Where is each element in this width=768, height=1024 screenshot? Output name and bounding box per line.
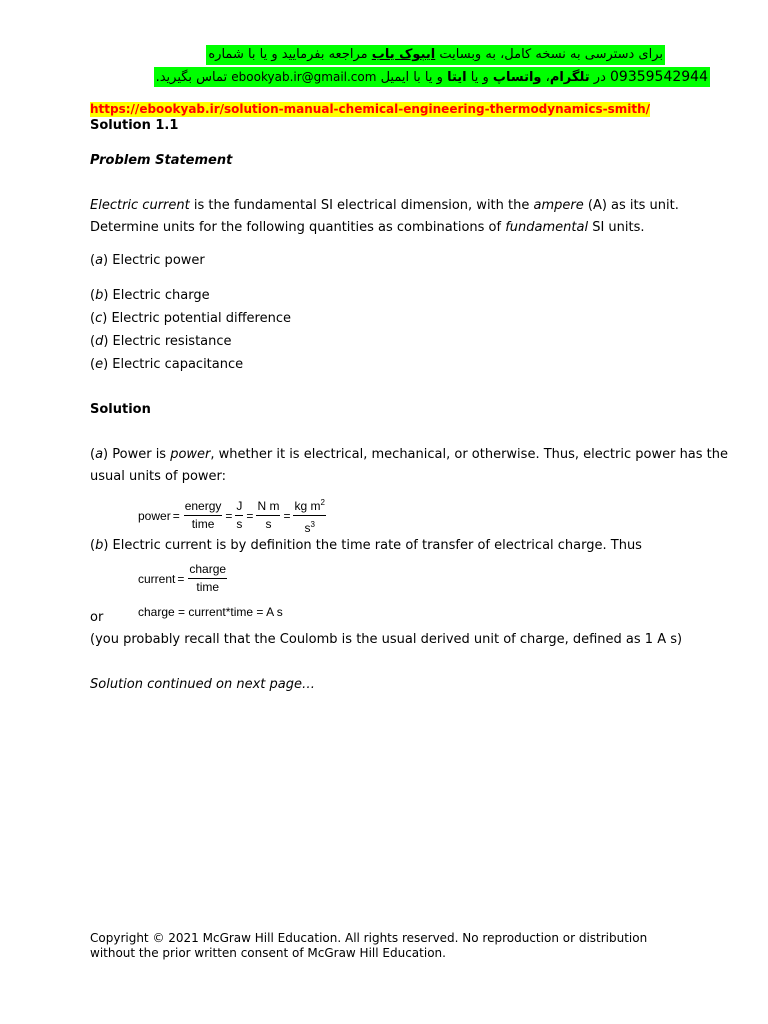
numerator: J [235, 499, 243, 516]
banner-whatsapp: واتساپ [492, 70, 542, 85]
item-letter: a [95, 447, 104, 462]
list-item: (a) Electric power [90, 253, 205, 268]
list-item: (e) Electric capacitance [90, 357, 244, 372]
term-electric-current: Electric current [90, 198, 190, 213]
part-a-text: , whether it is electrical, mechanical, or otherwise. Thus, electric power has the [210, 447, 729, 462]
item-text: Electric potential difference [107, 311, 291, 326]
denominator: s [265, 517, 272, 531]
banner-text: ، [545, 70, 550, 85]
item-letter: a [95, 253, 104, 268]
eq-lhs: power [138, 508, 171, 523]
item-letter: d [95, 334, 104, 349]
banner-phone: 09359542944 [610, 69, 708, 85]
banner-text: و یا [470, 70, 489, 85]
denominator: time [196, 580, 220, 594]
term-fundamental: fundamental [505, 220, 589, 235]
banner-line-2 [154, 67, 710, 87]
part-a-text: Power is [108, 447, 171, 462]
copyright-line: Copyright © 2021 McGraw Hill Education. All rights reserved. No reproduction or distribution [90, 931, 648, 945]
exponent: 3 [310, 520, 315, 529]
eq-sign: = [246, 508, 254, 523]
current-equation [138, 562, 229, 595]
numerator: N m [256, 499, 280, 516]
page-title: Solution 1.1 [90, 118, 179, 133]
banner-telegram: تلگرام [549, 70, 590, 85]
banner-email: ebookyab.ir@gmail.com [231, 70, 377, 84]
fraction [184, 499, 223, 532]
list-item: (c) Electric potential difference [90, 311, 291, 326]
fraction [235, 499, 243, 532]
fraction [293, 495, 325, 536]
part-b-text: (b) Electric current is by definition the time rate of transfer of electrical charge. Thus [90, 538, 642, 553]
eq-sign: = [225, 508, 233, 523]
banner-text: در [593, 70, 606, 85]
banner-text: برای دسترسی به نسخه کامل، به وبسایت [439, 47, 663, 62]
eq-lhs: current [138, 571, 176, 586]
statement-text: SI units. [588, 220, 645, 235]
eq-sign: = [172, 508, 180, 523]
denominator [304, 516, 314, 536]
list-item: (b) Electric charge [90, 288, 210, 303]
numerator: charge [188, 562, 227, 579]
statement-line-2 [90, 217, 714, 239]
item-text: Electric charge [108, 288, 210, 303]
eq-sign: = [283, 508, 291, 523]
term-ampere: ampere [533, 198, 584, 213]
item-letter: e [95, 357, 104, 372]
eq-sign: = [177, 571, 185, 586]
item-letter: b [95, 288, 104, 303]
copyright-line: without the prior written consent of McGraw Hill Education. [90, 946, 446, 960]
statement-text: Determine units for the following quantities as combinations of [90, 220, 506, 235]
denominator-text: s [304, 521, 311, 535]
banner-site-name[interactable]: ایبوک یاب [371, 47, 436, 62]
part-a-text [90, 444, 729, 488]
fraction [188, 562, 227, 595]
copyright-footer [90, 931, 730, 961]
power-equation [138, 495, 328, 536]
item-letter: b [95, 538, 104, 553]
solution-link[interactable]: https://ebookyab.ir/solution-manual-chemical-engineering-thermodynamics-smith/ [90, 102, 651, 116]
item-letter: c [95, 311, 103, 326]
or-text: or [90, 610, 104, 625]
part-a-line-2: usual units of power: [90, 469, 227, 484]
continued-note: Solution continued on next page… [90, 677, 315, 692]
numerator [293, 495, 325, 516]
numerator-text: kg m [294, 499, 321, 513]
banner-text: مراجعه بفرمایید و یا با شماره [208, 47, 368, 62]
problem-heading: Problem Statement [90, 153, 233, 168]
item-text: Electric resistance [108, 334, 232, 349]
problem-statement [90, 195, 714, 239]
part-b-text: Electric current is by definition the time rate of transfer of electrical charge. Thus [108, 538, 642, 553]
part-a-line-1: (a) Power is power, whether it is electrical, mechanical, or otherwise. Thus, electric power has the [90, 447, 729, 462]
term-power: power [170, 447, 211, 462]
solution-heading: Solution [90, 402, 151, 417]
exponent: 2 [320, 498, 325, 507]
item-text: Electric power [108, 253, 205, 268]
list-item: (d) Electric resistance [90, 334, 232, 349]
banner-text: و یا با ایمیل [380, 70, 443, 85]
charge-equation: charge = current*time = A s [138, 605, 283, 619]
statement-text: (A) as its unit. [583, 198, 679, 213]
statement-text [90, 195, 679, 217]
banner-eitaa: ایتا [447, 70, 467, 85]
banner-text: تماس بگیرید. [155, 70, 228, 85]
numerator: energy [184, 499, 223, 516]
statement-line-1 [90, 195, 714, 217]
statement-text: is the fundamental SI electrical dimension, with the [189, 198, 534, 213]
banner-line-1 [206, 45, 665, 65]
fraction [256, 499, 280, 532]
recall-note: (you probably recall that the Coulomb is the usual derived unit of charge, defined as 1 A s) [90, 632, 683, 647]
item-text: Electric capacitance [108, 357, 244, 372]
denominator: s [236, 517, 243, 531]
denominator: time [191, 517, 215, 531]
